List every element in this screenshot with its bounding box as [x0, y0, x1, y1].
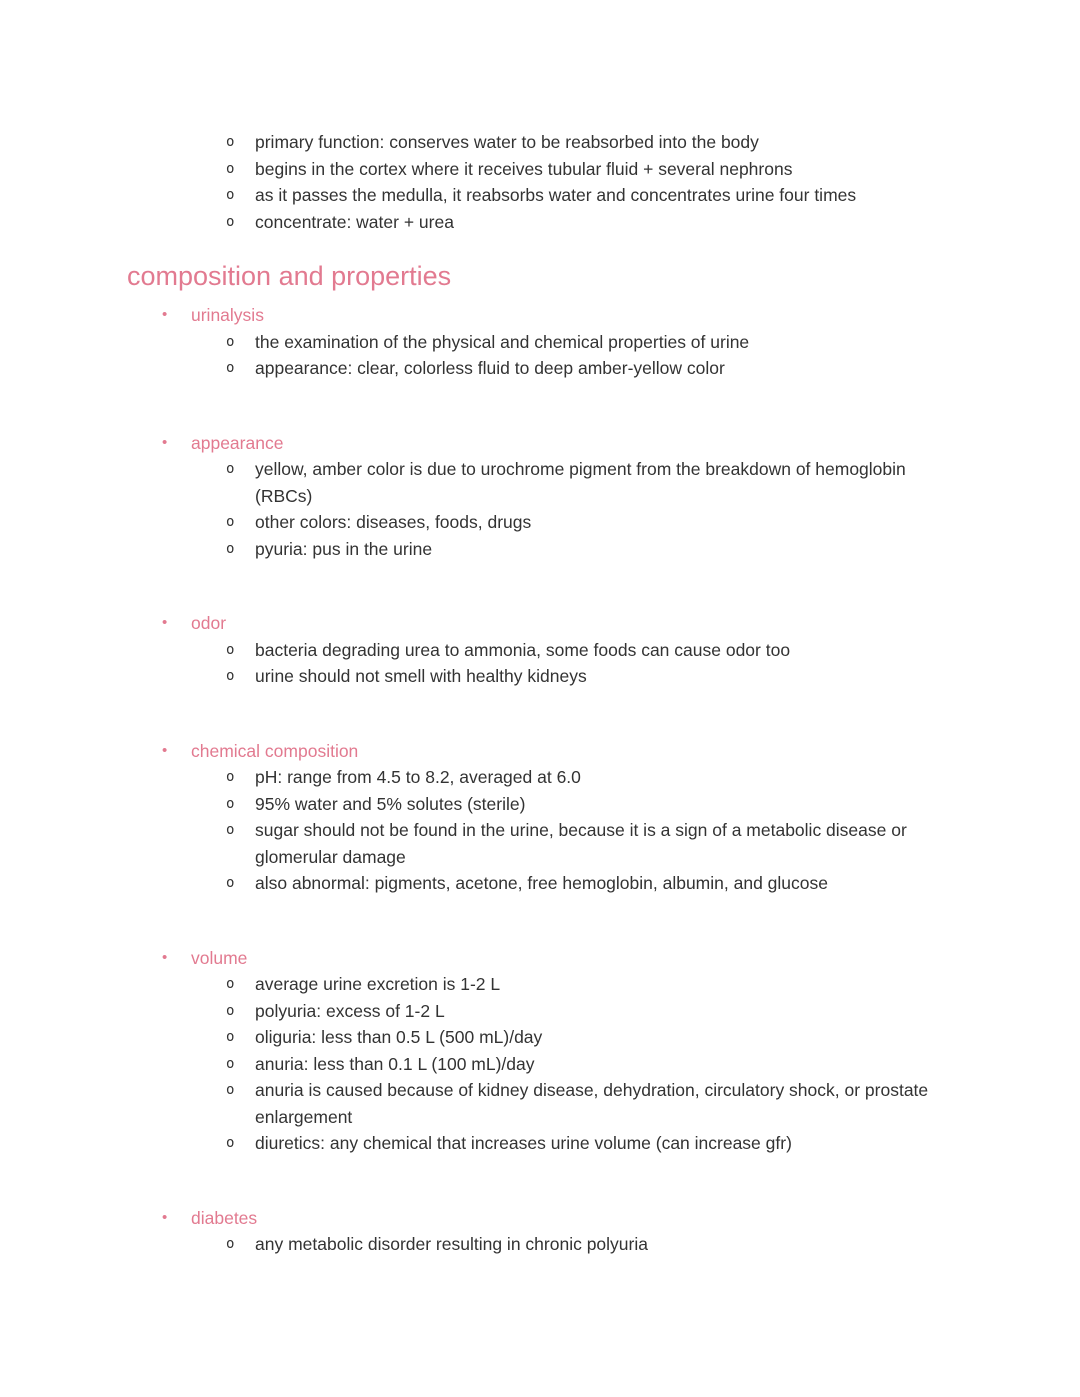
list-item-text: sugar should not be found in the urine, because it is a sign of a metabolic disease or glomerular damage	[255, 820, 907, 867]
section-label-row	[127, 610, 953, 637]
section-item-list	[127, 1231, 953, 1258]
section-item-list	[127, 764, 953, 897]
circle-bullet-marker: o	[226, 333, 235, 350]
section-item-list	[127, 456, 953, 562]
section-label: appearance	[191, 432, 284, 453]
list-item-text: polyuria: excess of 1-2 L	[255, 1000, 445, 1021]
list-item-text: urine should not smell with healthy kidneys	[255, 666, 587, 686]
list-item	[127, 355, 953, 382]
list-item	[127, 1024, 953, 1051]
list-item-text: pH: range from 4.5 to 8.2, averaged at 6.0	[255, 767, 581, 787]
list-item	[127, 209, 953, 236]
list-item	[127, 456, 953, 509]
list-item	[127, 637, 953, 664]
list-item-text: bacteria degrading urea to ammonia, some foods can cause odor too	[255, 639, 791, 660]
list-item-text: concentrate: water + urea	[255, 211, 454, 232]
section-label-row	[127, 1205, 953, 1232]
list-item-text: primary function: conserves water to be reabsorbed into the body	[255, 132, 759, 152]
list-item	[127, 791, 953, 818]
list-item-text: begins in the cortex where it receives tubular fluid + several nephrons	[255, 158, 793, 179]
circle-bullet-marker: o	[226, 134, 235, 150]
dot-bullet-marker: •	[162, 948, 168, 966]
section-heading: composition and properties	[127, 261, 452, 291]
section-label-row	[127, 945, 953, 972]
list-item	[127, 971, 953, 998]
list-item	[127, 998, 953, 1025]
section-label-row	[127, 302, 953, 329]
list-item	[127, 329, 953, 356]
section-label: chemical composition	[191, 740, 359, 761]
sections-container	[127, 302, 953, 1258]
circle-bullet-marker: o	[226, 514, 235, 530]
circle-bullet-marker: o	[226, 769, 235, 785]
list-item-text: other colors: diseases, foods, drugs	[255, 512, 532, 532]
list-item	[127, 663, 953, 690]
section-label: volume	[191, 947, 248, 968]
circle-bullet-marker: o	[226, 976, 235, 992]
circle-bullet-marker: o	[226, 875, 235, 891]
section	[127, 1205, 953, 1258]
circle-bullet-marker: o	[226, 1002, 235, 1019]
list-item	[127, 182, 953, 209]
section	[127, 302, 953, 382]
section	[127, 738, 953, 897]
list-item	[127, 509, 953, 536]
circle-bullet-marker: o	[226, 1029, 235, 1045]
list-item	[127, 129, 953, 156]
list-item	[127, 1130, 953, 1157]
circle-bullet-marker: o	[226, 1236, 235, 1252]
list-item-text: any metabolic disorder resulting in chronic polyuria	[255, 1234, 648, 1254]
list-item	[127, 156, 953, 183]
circle-bullet-marker: o	[226, 668, 235, 684]
circle-bullet-marker: o	[226, 213, 235, 230]
list-item	[127, 870, 953, 897]
list-item-text: anuria: less than 0.1 L (100 mL)/day	[255, 1053, 535, 1074]
section-label: odor	[191, 613, 227, 633]
list-item	[127, 764, 953, 791]
dot-bullet-marker: •	[162, 1208, 168, 1226]
list-item-text: as it passes the medulla, it reabsorbs water and concentrates urine four times	[255, 185, 857, 205]
section-item-list	[127, 637, 953, 690]
circle-bullet-marker: o	[226, 822, 235, 838]
list-item	[127, 1231, 953, 1258]
section-item-list	[127, 329, 953, 382]
list-item-text: also abnormal: pigments, acetone, free hemoglobin, albumin, and glucose	[255, 873, 828, 893]
list-item-text: average urine excretion is 1-2 L	[255, 974, 501, 994]
section-label-row	[127, 430, 953, 457]
list-item-text: oliguria: less than 0.5 L (500 mL)/day	[255, 1027, 543, 1047]
dot-bullet-marker: •	[162, 306, 168, 323]
section	[127, 430, 953, 563]
list-item-text: 95% water and 5% solutes (sterile)	[255, 793, 526, 814]
dot-bullet-marker: •	[162, 433, 168, 451]
circle-bullet-marker: o	[226, 187, 235, 203]
section	[127, 610, 953, 690]
list-item-text: pyuria: pus in the urine	[255, 538, 433, 559]
list-item-text: diuretics: any chemical that increases urine volume (can increase gfr)	[255, 1133, 792, 1153]
section	[127, 945, 953, 1157]
section-item-list	[127, 971, 953, 1157]
circle-bullet-marker: o	[226, 540, 235, 557]
section-label: diabetes	[191, 1207, 258, 1228]
circle-bullet-marker: o	[226, 1082, 235, 1098]
list-item-text: yellow, amber color is due to urochrome pigment from the breakdown of hemoglobin (RBCs)	[255, 459, 906, 506]
list-item	[127, 817, 953, 870]
circle-bullet-marker: o	[226, 360, 235, 376]
circle-bullet-marker: o	[226, 795, 235, 812]
circle-bullet-marker: o	[226, 160, 235, 177]
circle-bullet-marker: o	[226, 1055, 235, 1072]
list-item-text: the examination of the physical and chemical properties of urine	[255, 331, 750, 352]
list-item-text: anuria is caused because of kidney disease, dehydration, circulatory shock, or prostate enlargement	[255, 1080, 929, 1127]
dot-bullet-marker: •	[162, 614, 168, 631]
list-item	[127, 1051, 953, 1078]
section-label: urinalysis	[191, 305, 264, 325]
list-item	[127, 536, 953, 563]
circle-bullet-marker: o	[226, 461, 235, 477]
dot-bullet-marker: •	[162, 741, 168, 759]
circle-bullet-marker: o	[226, 1135, 235, 1151]
circle-bullet-marker: o	[226, 641, 235, 658]
list-item-text: appearance: clear, colorless fluid to deep amber-yellow color	[255, 358, 725, 378]
list-item	[127, 1077, 953, 1130]
section-label-row	[127, 738, 953, 765]
intro-list	[127, 129, 953, 235]
